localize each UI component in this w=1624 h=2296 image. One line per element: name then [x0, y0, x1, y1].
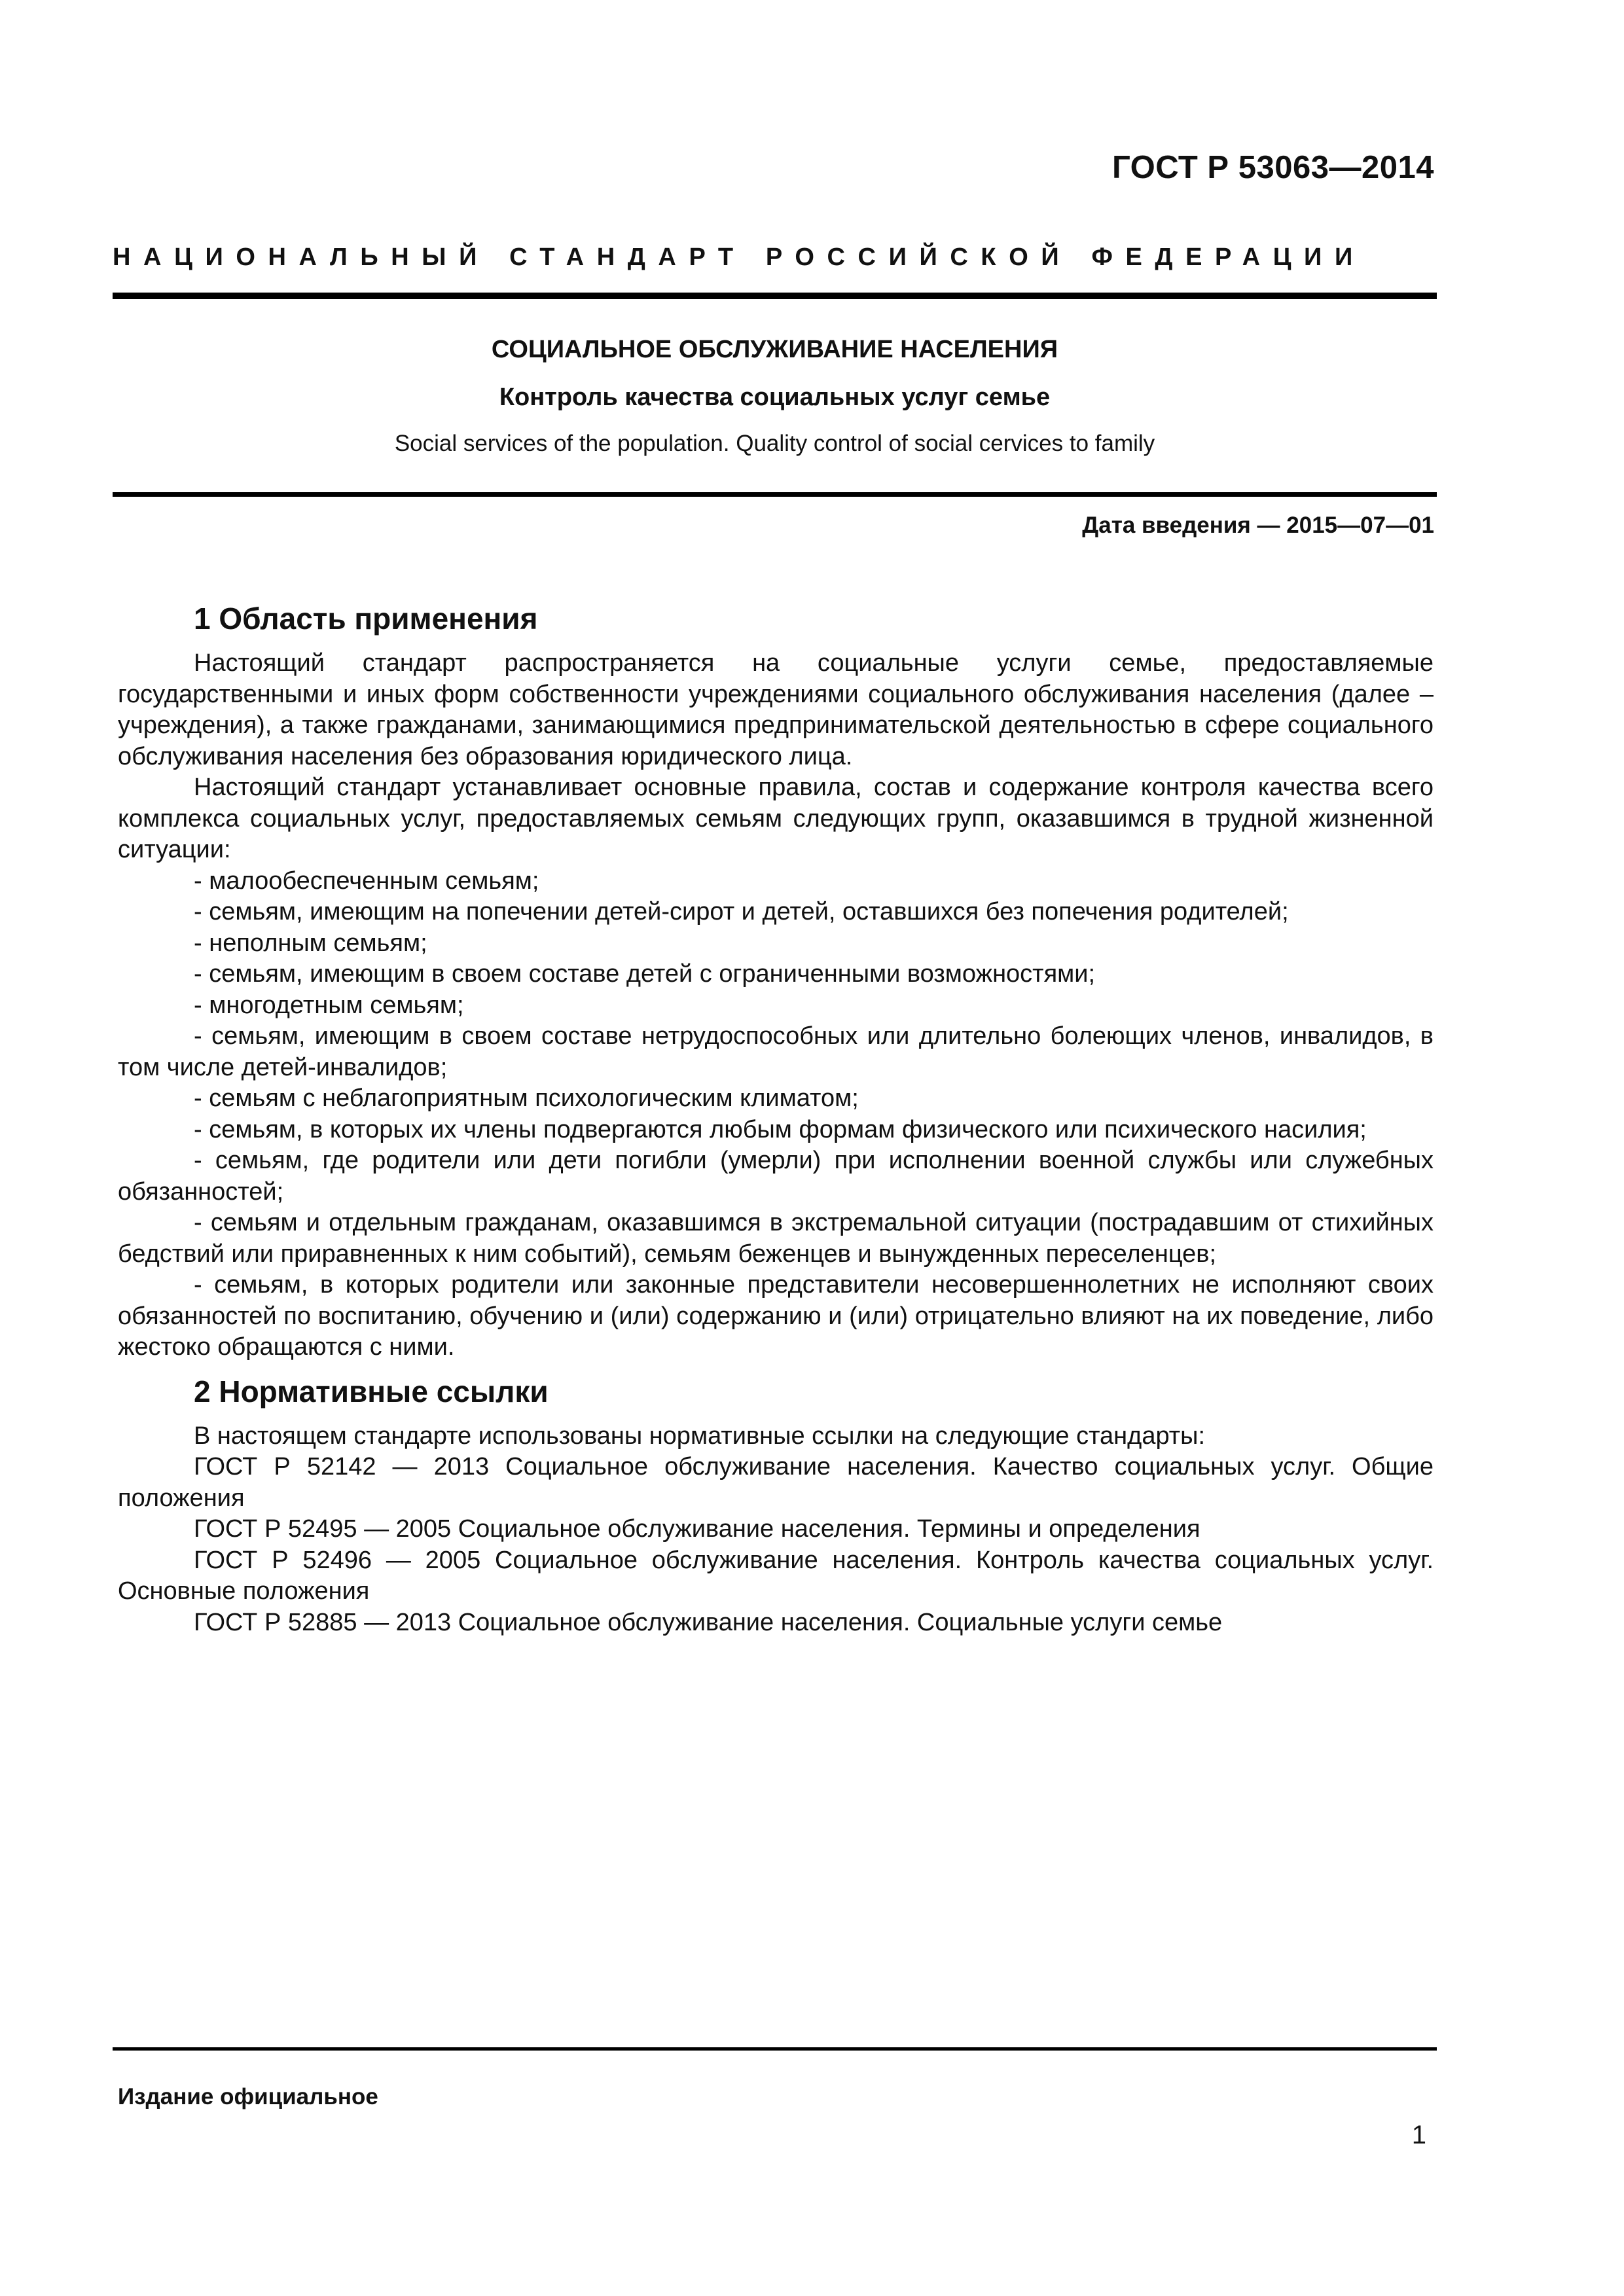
list-item: - семьям и отдельным гражданам, оказавшимся в экстремальной ситуации (пострадавшим от стихийных бедствий или приравненных к ним событий), семьям беженцев и вынужденных переселенцев; — [118, 1209, 1434, 1268]
list-item: - семьям с неблагоприятным психологическим климатом; — [194, 1085, 859, 1112]
footer-divider — [113, 2047, 1437, 2051]
list-item: - семьям, в которых родители или законные представители несовершеннолетних не исполняют своих обязанностей по воспитанию, обучению и (или) содержанию и (или) отрицательно влияют на их поведение, либо жестоко обращаются с ними. — [118, 1271, 1434, 1361]
list-item: - многодетным семьям; — [194, 991, 464, 1019]
gost-number: ГОСТ Р 53063—2014 — [1111, 150, 1434, 185]
paragraph: Настоящий стандарт распространяется на социальные услуги семье, предоставляемые государственными и иных форм собственности учреждениями социального обслуживания населения (далее – учреждения), а также гражданами, занимающимися предпринимательской деятельностью в сфере социального обслуживания населения без образования юридического лица. — [118, 649, 1434, 770]
page-number: 1 — [1411, 2121, 1426, 2149]
list-item: - семьям, имеющим на попечении детей-сирот и детей, оставшихся без попечения родителей; — [194, 898, 1289, 925]
reference-item: ГОСТ Р 52885 — 2013 Социальное обслуживание населения. Социальные услуги семье — [194, 1608, 1223, 1636]
official-edition-label: Издание официальное — [118, 2084, 378, 2109]
list-item: - семьям, где родители или дети погибли (умерли) при исполнении военной службы или служебных обязанностей; — [118, 1147, 1434, 1206]
reference-item: ГОСТ Р 52142 — 2013 Социальное обслуживание населения. Качество социальных услуг. Общие положения — [118, 1453, 1434, 1512]
introduction-date: Дата введения — 2015—07—01 — [1082, 512, 1434, 538]
document-subtitle: Контроль качества социальных услуг семье — [499, 384, 1051, 411]
list-item: - малообеспеченным семьям; — [194, 867, 539, 895]
list-item: - семьям, в которых их члены подвергаются любым формам физического или психического насилия; — [194, 1115, 1367, 1143]
document-body — [118, 601, 1434, 1638]
paragraph: В настоящем стандарте использованы нормативные ссылки на следующие стандарты: — [194, 1422, 1206, 1450]
section-2-heading: 2 Нормативные ссылки — [194, 1374, 549, 1408]
header-divider — [113, 293, 1437, 299]
section-1-heading: 1 Область применения — [194, 601, 538, 636]
paragraph: Настоящий стандарт устанавливает основные правила, состав и содержание контроля качества всего комплекса социальных услуг, предоставляемых семьям следующих групп, оказавшимся в трудной жизненной ситуации: — [118, 774, 1434, 863]
title-divider — [113, 492, 1437, 497]
reference-item: ГОСТ Р 52496 — 2005 Социальное обслуживание населения. Контроль качества социальных услуг. Основные положения — [118, 1546, 1434, 1605]
reference-item: ГОСТ Р 52495 — 2005 Социальное обслуживание населения. Термины и определения — [194, 1515, 1200, 1543]
list-item: - семьям, имеющим в своем составе детей с ограниченными возможностями; — [194, 960, 1096, 988]
list-item: - семьям, имеющим в своем составе нетрудоспособных или длительно болеющих членов, инвалидов, в том числе детей-инвалидов; — [118, 1022, 1434, 1081]
document-title: СОЦИАЛЬНОЕ ОБСЛУЖИВАНИЕ НАСЕЛЕНИЯ — [491, 336, 1058, 363]
list-item: - неполным семьям; — [194, 929, 427, 957]
national-standard-banner: НАЦИОНАЛЬНЫЙ СТАНДАРТ РОССИЙСКОЙ ФЕДЕРАЦИИ — [113, 243, 1365, 271]
english-title: Social services of the population. Quality control of social cervices to family — [394, 431, 1155, 456]
